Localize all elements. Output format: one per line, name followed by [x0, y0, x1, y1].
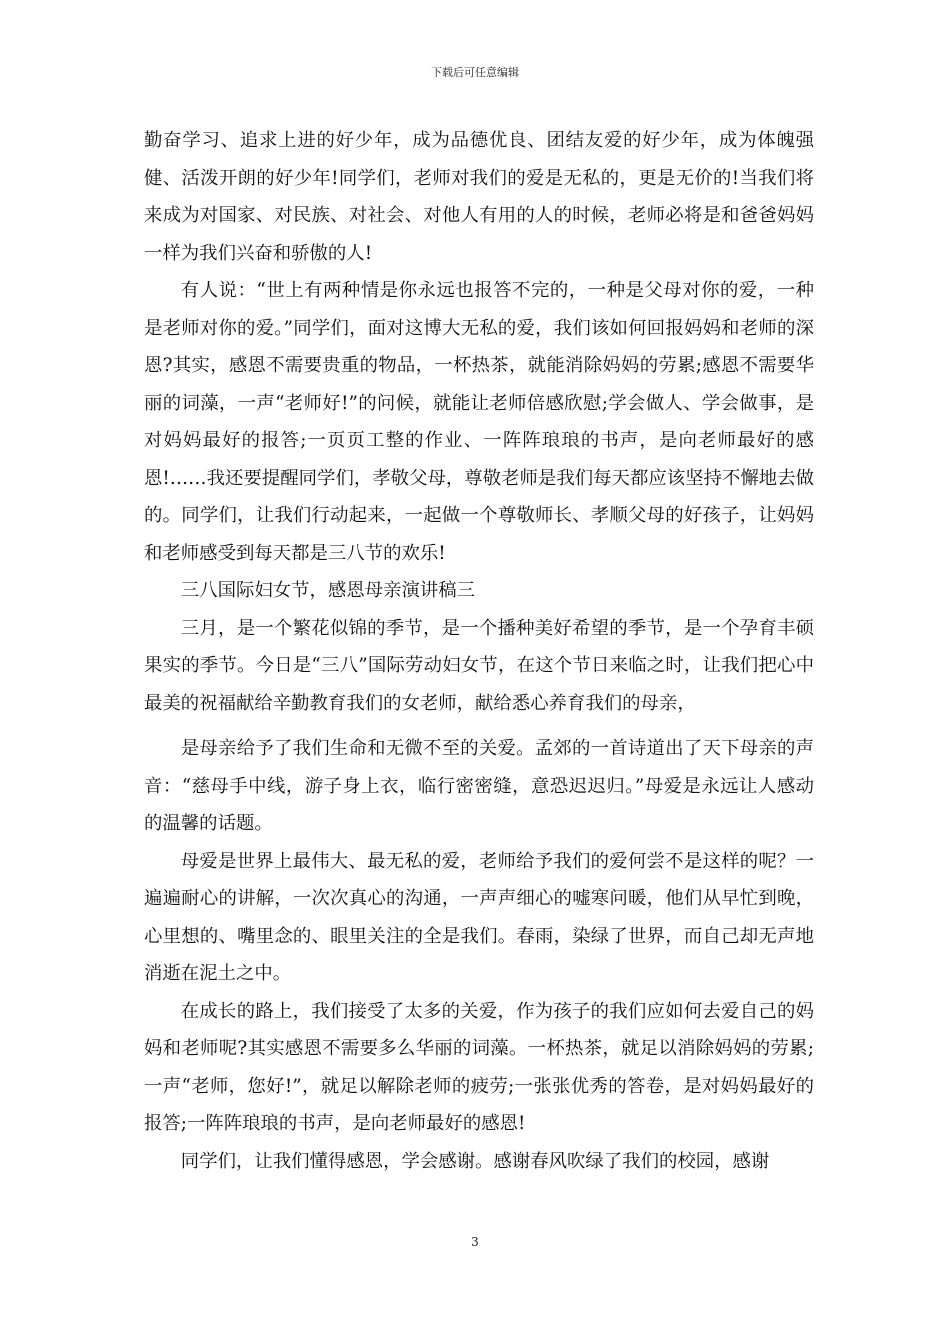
paragraph: 是母亲给予了我们生命和无微不至的关爱。孟郊的一首诗道出了天下母亲的声音：“慈母手中线，游子身上衣，临行密密缝，意恐迟迟归。”母爱是永远让人感动的温馨的话题。: [144, 738, 814, 834]
page-number: 3: [471, 1235, 479, 1249]
paragraph: 勤奋学习、追求上进的好少年，成为品德优良、团结友爱的好少年，成为体魄强健、活泼开朗的好少年!同学们，老师对我们的爱是无私的，更是无价的!当我们将来成为对国家、对民族、对社会、对他人有用的人的时候，老师必将是和爸爸妈妈一样为我们兴奋和骄傲的人!: [144, 130, 814, 264]
paragraph: 同学们，让我们懂得感恩，学会感谢。感谢春风吹绿了我们的校园，感谢: [180, 1150, 770, 1172]
paragraph: 有人说：“世上有两种情是你永远也报答不完的，一种是父母对你的爱，一种是老师对你的爱。”同学们，面对这博大无私的爱，我们该如何回报妈妈和老师的深恩?其实，感恩不需要贵重的物品，一杯热茶，就能消除妈妈的劳累;感恩不需要华丽的词藻，一声“老师好!”的问候，就能让老师倍感欣慰;学会做人、学会做事，是对妈妈最好的报答;一页页工整的作业、一阵阵琅琅的书声，是向老师最好的感恩!……我还要提醒同学们，孝敬父母，尊敬老师是我们每天都应该坚持不懈地去做的。同学们，让我们行动起来，一起做一个尊敬师长、孝顺父母的好孩子，让妈妈和老师感受到每天都是三八节的欢乐!: [144, 280, 814, 564]
paragraph: 在成长的路上，我们接受了太多的关爱，作为孩子的我们应如何去爱自己的妈妈和老师呢?其实感恩不需要多么华丽的词藻。一杯热茶，就足以消除妈妈的劳累;一声“老师，您好!”，就足以解除老师的疲劳;一张张优秀的答卷，是对妈妈最好的报答;一阵阵琅琅的书声，是向老师最好的感恩!: [144, 1000, 814, 1134]
text-block-bottom: [144, 730, 814, 1180]
paragraph: 母爱是世界上最伟大、最无私的爱，老师给予我们的爱何尝不是这样的呢？一遍遍耐心的讲解，一次次真心的沟通，一声声细心的嘘寒问暖，他们从早忙到晚，心里想的、嘴里念的、眼里关注的全是我们。春雨，染绿了世界，而自己却无声地消逝在泥土之中。: [144, 850, 814, 984]
page-header: 下载后可任意编辑: [431, 66, 519, 79]
text-block-top: [144, 122, 814, 722]
paragraph: 三月，是一个繁花似锦的季节，是一个播种美好希望的季节，是一个孕育丰硕果实的季节。今日是“三八”国际劳动妇女节，在这个节日来临之时，让我们把心中最美的祝福献给辛勤教育我们的女老师，献给悉心养育我们的母亲，: [144, 617, 814, 714]
section-heading: 三八国际妇女节，感恩母亲演讲稿三: [180, 580, 476, 601]
